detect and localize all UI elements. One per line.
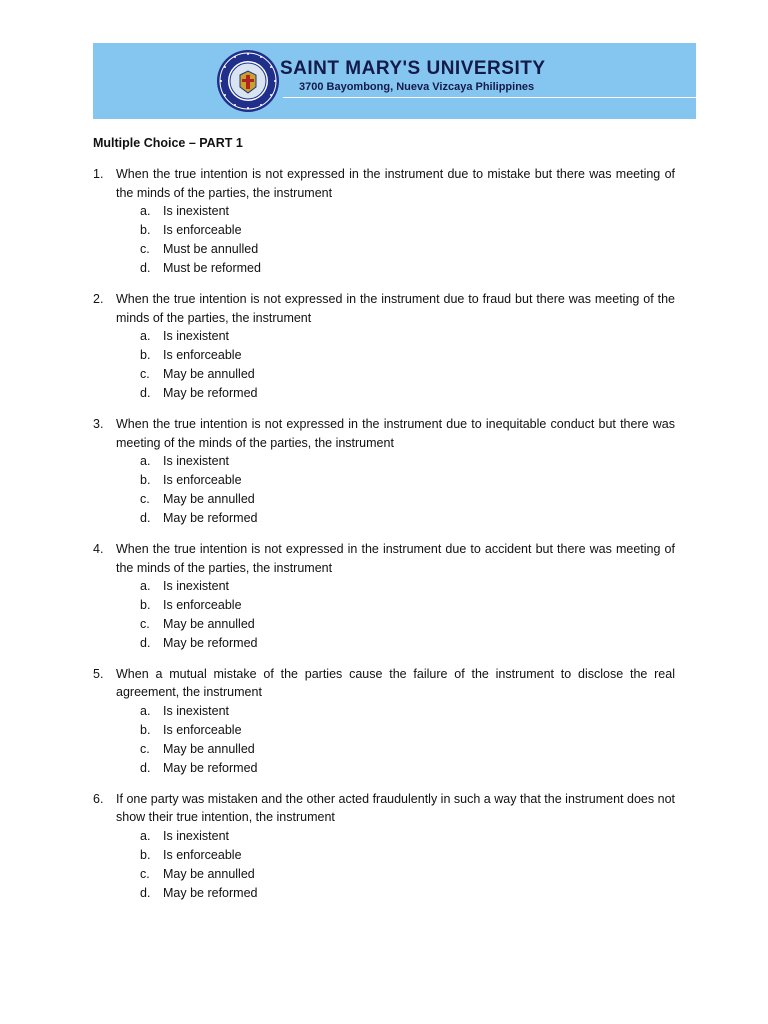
header-divider xyxy=(283,97,696,98)
option-text: May be reformed xyxy=(163,885,258,900)
option-letter: a. xyxy=(140,579,151,594)
exam-content xyxy=(93,134,675,915)
option-c xyxy=(140,615,675,634)
question-text: When the true intention is not expressed in the instrument due to fraud but there was meeting of the minds of the parties, the instrument xyxy=(116,291,675,325)
option-letter: c. xyxy=(140,366,150,381)
option-b xyxy=(140,471,675,490)
option-letter: b. xyxy=(140,223,151,238)
option-text: May be reformed xyxy=(163,510,258,525)
option-a xyxy=(140,452,675,471)
question-number: 2. xyxy=(93,291,104,306)
option-text: May be annulled xyxy=(163,741,255,756)
option-letter: d. xyxy=(140,260,151,275)
question-2 xyxy=(93,290,675,403)
question-6 xyxy=(93,790,675,903)
option-letter: b. xyxy=(140,473,151,488)
university-seal-logo xyxy=(216,49,280,113)
option-text: May be reformed xyxy=(163,385,258,400)
option-letter: a. xyxy=(140,829,151,844)
question-text: When a mutual mistake of the parties cause the failure of the instrument to disclose the real agreement, the instrument xyxy=(116,666,675,700)
option-letter: d. xyxy=(140,885,151,900)
option-letter: c. xyxy=(140,241,150,256)
option-a xyxy=(140,577,675,596)
question-4 xyxy=(93,540,675,653)
option-b xyxy=(140,721,675,740)
university-address: 3700 Bayombong, Nueva Vizcaya Philippines xyxy=(299,81,535,93)
option-text: May be annulled xyxy=(163,366,255,381)
university-header-banner xyxy=(93,43,696,119)
option-d xyxy=(140,384,675,403)
option-text: May be annulled xyxy=(163,491,255,506)
question-text: When the true intention is not expressed in the instrument due to inequitable conduct but there was meeting of the minds of the parties, the instrument xyxy=(116,416,675,450)
option-text: Is inexistent xyxy=(163,829,230,844)
option-c xyxy=(140,365,675,384)
option-letter: b. xyxy=(140,598,151,613)
option-a xyxy=(140,202,675,221)
question-1 xyxy=(93,165,675,278)
question-3 xyxy=(93,415,675,528)
option-c xyxy=(140,740,675,759)
question-text: If one party was mistaken and the other acted fraudulently in such a way that the instrument does not show their true intention, the instrument xyxy=(116,791,675,825)
answer-options xyxy=(116,202,675,277)
option-a xyxy=(140,702,675,721)
option-letter: a. xyxy=(140,329,151,344)
option-letter: c. xyxy=(140,741,150,756)
option-d xyxy=(140,759,675,778)
university-name: SAINT MARY'S UNIVERSITY xyxy=(280,58,546,79)
option-letter: d. xyxy=(140,385,151,400)
option-text: Must be annulled xyxy=(163,241,259,256)
option-text: Is enforceable xyxy=(163,848,242,863)
question-text: When the true intention is not expressed in the instrument due to mistake but there was meeting of the minds of the parties, the instrument xyxy=(116,166,675,200)
option-b xyxy=(140,596,675,615)
option-text: Is enforceable xyxy=(163,473,242,488)
answer-options xyxy=(116,327,675,402)
question-number: 1. xyxy=(93,166,104,181)
option-c xyxy=(140,240,675,259)
section-title: Multiple Choice – PART 1 xyxy=(93,136,243,150)
answer-options xyxy=(116,827,675,902)
option-b xyxy=(140,846,675,865)
question-text: When the true intention is not expressed in the instrument due to accident but there was meeting of the minds of the parties, the instrument xyxy=(116,541,675,575)
option-text: May be reformed xyxy=(163,760,258,775)
option-letter: c. xyxy=(140,866,150,881)
option-letter: b. xyxy=(140,348,151,363)
option-letter: a. xyxy=(140,704,151,719)
option-d xyxy=(140,634,675,653)
option-text: Is inexistent xyxy=(163,329,230,344)
option-text: Is enforceable xyxy=(163,723,242,738)
option-text: Is enforceable xyxy=(163,598,242,613)
question-number: 5. xyxy=(93,666,104,681)
option-text: Must be reformed xyxy=(163,260,261,275)
option-text: May be annulled xyxy=(163,616,255,631)
option-text: May be annulled xyxy=(163,866,255,881)
option-letter: d. xyxy=(140,760,151,775)
option-d xyxy=(140,259,675,278)
question-5 xyxy=(93,665,675,778)
question-number: 3. xyxy=(93,416,104,431)
option-letter: b. xyxy=(140,723,151,738)
option-text: Is inexistent xyxy=(163,204,230,219)
question-number: 6. xyxy=(93,791,104,806)
option-letter: d. xyxy=(140,510,151,525)
option-text: Is inexistent xyxy=(163,704,230,719)
answer-options xyxy=(116,452,675,527)
option-text: Is inexistent xyxy=(163,454,230,469)
option-b xyxy=(140,221,675,240)
option-text: Is enforceable xyxy=(163,348,242,363)
question-number: 4. xyxy=(93,541,104,556)
option-d xyxy=(140,509,675,528)
option-c xyxy=(140,490,675,509)
option-letter: a. xyxy=(140,454,151,469)
option-letter: a. xyxy=(140,204,151,219)
option-letter: d. xyxy=(140,635,151,650)
option-text: Is enforceable xyxy=(163,223,242,238)
option-letter: c. xyxy=(140,491,150,506)
option-letter: b. xyxy=(140,848,151,863)
option-b xyxy=(140,346,675,365)
answer-options xyxy=(116,702,675,777)
option-c xyxy=(140,865,675,884)
option-a xyxy=(140,827,675,846)
option-letter: c. xyxy=(140,616,150,631)
option-a xyxy=(140,327,675,346)
option-text: Is inexistent xyxy=(163,579,230,594)
option-d xyxy=(140,884,675,903)
option-text: May be reformed xyxy=(163,635,258,650)
answer-options xyxy=(116,577,675,652)
